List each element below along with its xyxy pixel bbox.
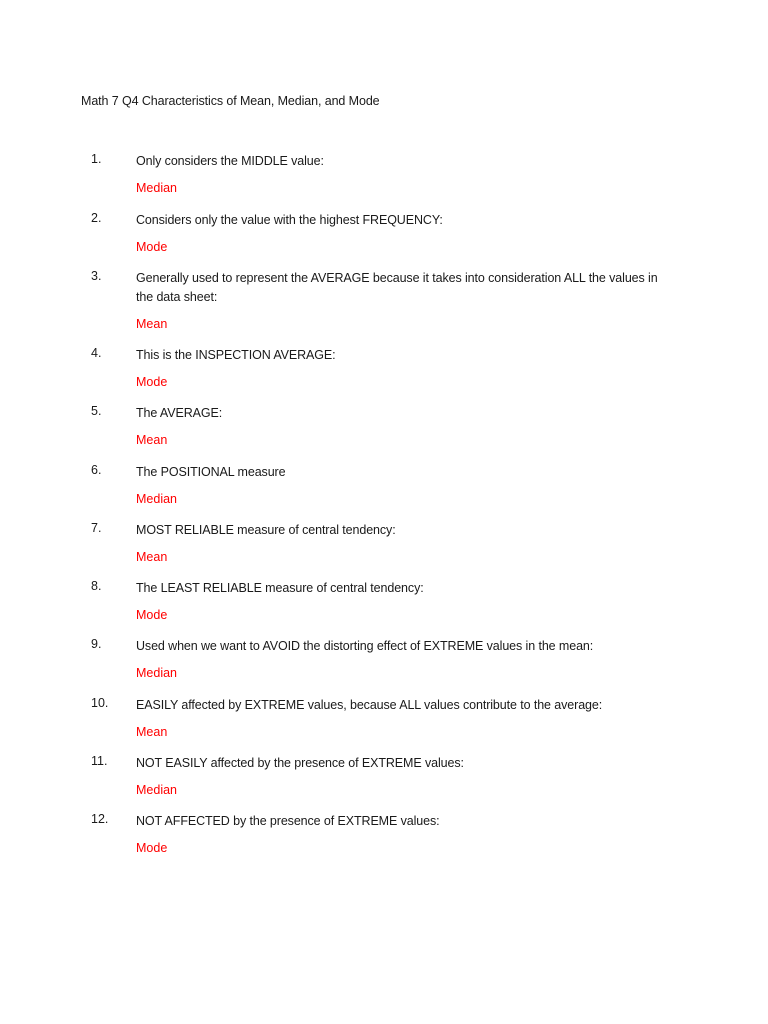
answer-text: Mode: [136, 375, 168, 389]
answer-text: Mode: [136, 240, 168, 254]
question-text: The POSITIONAL measure: [136, 465, 286, 479]
question-text: Only considers the MIDDLE value:: [136, 154, 324, 168]
answer-text: Mode: [136, 841, 168, 855]
answer-text: Mode: [136, 608, 168, 622]
answer-text: Median: [136, 666, 177, 680]
question-number: 9.: [91, 637, 102, 651]
answer-text: Median: [136, 783, 177, 797]
question-text: The AVERAGE:: [136, 406, 223, 420]
question-number: 12.: [91, 812, 109, 826]
answer-text: Median: [136, 181, 177, 195]
question-number: 3.: [91, 269, 102, 283]
question-number: 5.: [91, 404, 102, 418]
question-number: 8.: [91, 579, 102, 593]
question-text: NOT EASILY affected by the presence of EXTREME values:: [136, 756, 464, 770]
answer-text: Mean: [136, 550, 168, 564]
question-number: 6.: [91, 463, 102, 477]
question-text: This is the INSPECTION AVERAGE:: [136, 348, 336, 362]
answer-text: Mean: [136, 725, 168, 739]
document-title: Math 7 Q4 Characteristics of Mean, Median, and Mode: [81, 94, 380, 108]
question-text: Used when we want to AVOID the distorting effect of EXTREME values in the mean:: [136, 639, 594, 653]
question-number: 2.: [91, 211, 102, 225]
question-number: 7.: [91, 521, 102, 535]
question-text: MOST RELIABLE measure of central tendency:: [136, 523, 396, 537]
question-text: The LEAST RELIABLE measure of central tendency:: [136, 581, 424, 595]
question-number: 11.: [91, 754, 108, 768]
question-text: Generally used to represent the AVERAGE because it takes into consideration ALL the values in the data sheet:: [136, 271, 658, 304]
answer-text: Mean: [136, 317, 168, 331]
question-text: NOT AFFECTED by the presence of EXTREME values:: [136, 814, 440, 828]
question-text: Considers only the value with the highest FREQUENCY:: [136, 213, 443, 227]
question-number: 4.: [91, 346, 102, 360]
question-number: 10.: [91, 696, 109, 710]
answer-text: Mean: [136, 433, 168, 447]
question-number: 1.: [91, 152, 102, 166]
question-text: EASILY affected by EXTREME values, because ALL values contribute to the average:: [136, 698, 603, 712]
answer-text: Median: [136, 492, 177, 506]
